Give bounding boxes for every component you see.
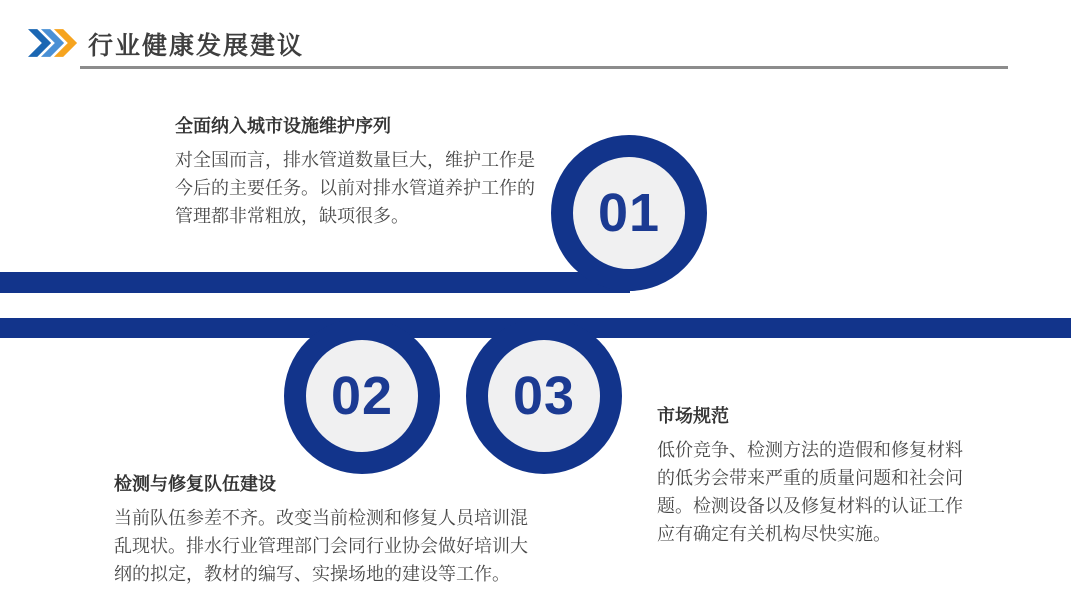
step-text-block-02 [114, 472, 534, 588]
step-heading-03: 市场规范 [657, 406, 729, 426]
step-heading-01: 全面纳入城市设施维护序列 [175, 116, 391, 136]
step-text-block-01 [175, 114, 547, 230]
step-number-03: 03 [512, 366, 576, 426]
step-body-01: 对全国而言，排水管道数量巨大，维护工作是今后的主要任务。以前对排水管道养护工作的管理都非常粗放，缺项很多。 [175, 150, 535, 226]
page-title: 行业健康发展建议 [88, 32, 305, 60]
step-number-01: 01 [597, 183, 661, 243]
step-body-02: 当前队伍参差不齐。改变当前检测和修复人员培训混乱现状。排水行业管理部门会同行业协会做好培训大纲的拟定，教材的编写、实操场地的建设等工作。 [114, 508, 528, 584]
step-circle-01 [551, 135, 707, 291]
step-body-03: 低价竞争、检测方法的造假和修复材料的低劣会带来严重的质量问题和社会问题。检测设备以及修复材料的认证工作应有确定有关机构尽快实施。 [657, 440, 963, 544]
title-divider [80, 66, 1008, 69]
step-circle-02 [284, 318, 440, 474]
step-number-02: 02 [330, 366, 394, 426]
step-text-block-03 [657, 404, 969, 548]
step-circle-03 [466, 318, 622, 474]
triple-chevron-icon [28, 29, 78, 57]
connector-bar-step1 [0, 272, 630, 293]
step-heading-02: 检测与修复队伍建设 [114, 474, 276, 494]
